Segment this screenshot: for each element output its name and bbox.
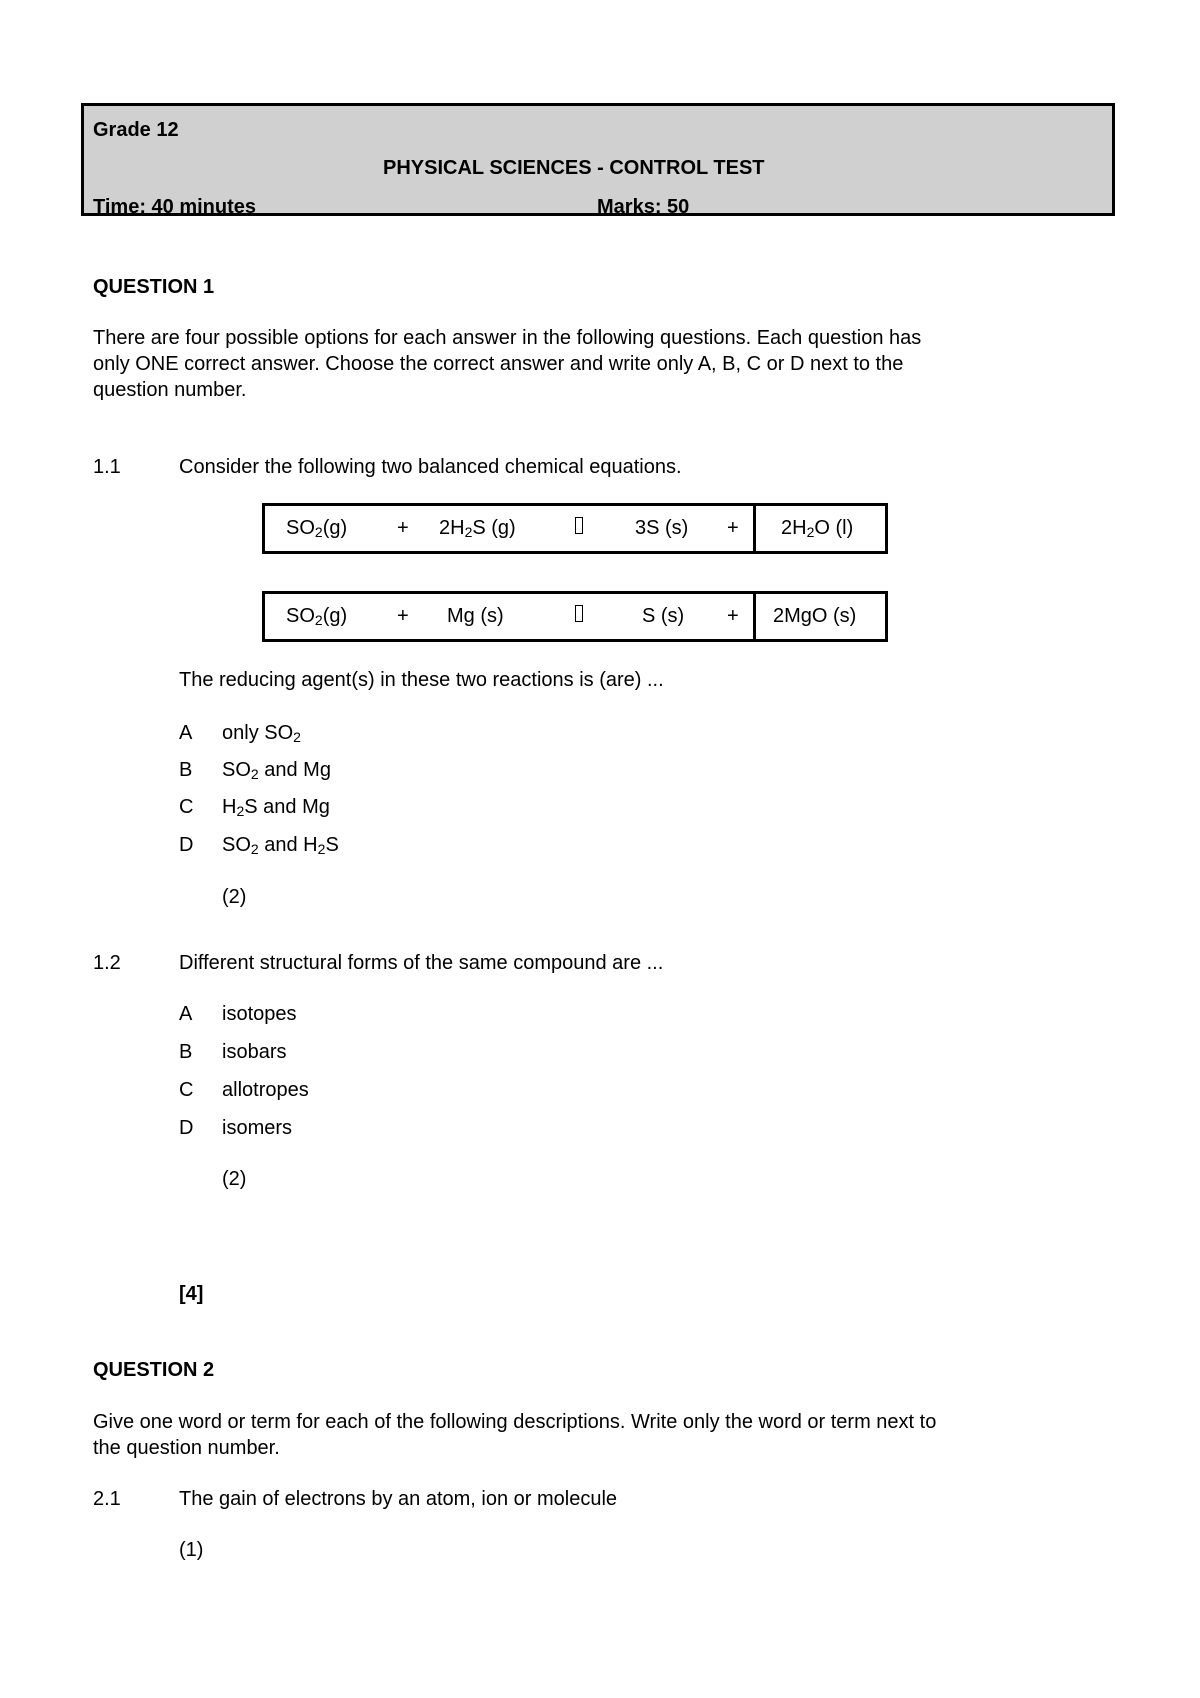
q1-1-text: Consider the following two balanced chemical equations.	[179, 456, 682, 478]
reaction-arrow-icon	[575, 506, 583, 551]
chemical-equation-2	[262, 591, 888, 642]
eq2-reactant-so2: $SO_2(g)$	[286, 605, 348, 628]
option-text: $SO_2$ and Mg	[222, 759, 331, 782]
option-letter: B	[179, 1041, 193, 1063]
option-letter: C	[179, 796, 194, 818]
eq1-plus: +	[727, 517, 739, 539]
option-text: isobars	[222, 1041, 287, 1063]
chemical-equation-1	[262, 503, 888, 554]
option-text: isomers	[222, 1117, 293, 1139]
marks-label: Marks: 50	[597, 196, 690, 218]
q1-intro-line: question number.	[93, 379, 247, 401]
q1-intro-line: only ONE correct answer. Choose the correct answer and write only A, B, C or D next to the	[93, 353, 904, 375]
question-1-heading: QUESTION 1	[93, 276, 215, 298]
eq1-product-h2o: $2H_2O$ (l)	[781, 517, 854, 540]
q2-intro-line: Give one word or term for each of the following descriptions. Write only the word or term next to	[93, 1411, 937, 1433]
option-letter: A	[179, 1003, 193, 1025]
q1-2-number: 1.2	[93, 952, 121, 974]
grade-label: Grade 12	[93, 119, 179, 141]
option-text: only $SO_2$	[222, 722, 301, 745]
eq2-product-s: S (s)	[642, 605, 685, 627]
question-2-heading: QUESTION 2	[93, 1359, 215, 1381]
option-letter: D	[179, 1117, 194, 1139]
eq2-plus: +	[397, 605, 409, 627]
option-text: isotopes	[222, 1003, 297, 1025]
option-letter: A	[179, 722, 193, 744]
q1-1-prompt: The reducing agent(s) in these two reactions is (are) ...	[179, 669, 664, 691]
option-text: $SO_2$ and $H_2S$	[222, 834, 339, 857]
eq2-divider	[753, 594, 756, 639]
option-letter: B	[179, 759, 193, 781]
eq1-product-s: 3S (s)	[635, 517, 689, 539]
option-letter: D	[179, 834, 194, 856]
q1-intro-line: There are four possible options for each answer in the following questions. Each question has	[93, 327, 922, 349]
q2-1-number: 2.1	[93, 1488, 121, 1510]
option-letter: C	[179, 1079, 194, 1101]
q1-2-marks: (2)	[222, 1168, 247, 1190]
eq2-product-mgo: 2MgO (s)	[773, 605, 857, 627]
eq1-divider	[753, 506, 756, 551]
eq2-plus: +	[727, 605, 739, 627]
q1-1-number: 1.1	[93, 456, 121, 478]
eq2-reactant-mg: Mg (s)	[447, 605, 504, 627]
q1-2-text: Different structural forms of the same compound are ...	[179, 952, 664, 974]
q2-1-text: The gain of electrons by an atom, ion or molecule	[179, 1488, 618, 1510]
option-text: allotropes	[222, 1079, 309, 1101]
time-label: Time: 40 minutes	[93, 196, 257, 218]
test-title: PHYSICAL SCIENCES - CONTROL TEST	[383, 157, 765, 179]
eq1-plus: +	[397, 517, 409, 539]
eq1-reactant-so2: $SO_2(g)$	[286, 517, 348, 540]
q2-intro-line: the question number.	[93, 1437, 280, 1459]
q1-1-marks: (2)	[222, 886, 247, 908]
q2-1-marks: (1)	[179, 1539, 204, 1561]
eq1-reactant-h2s: $2H_2S$ (g)	[439, 517, 516, 540]
question-1-total: [4]	[179, 1283, 204, 1305]
option-text: $H_2S$ and Mg	[222, 796, 330, 819]
reaction-arrow-icon	[575, 594, 583, 639]
